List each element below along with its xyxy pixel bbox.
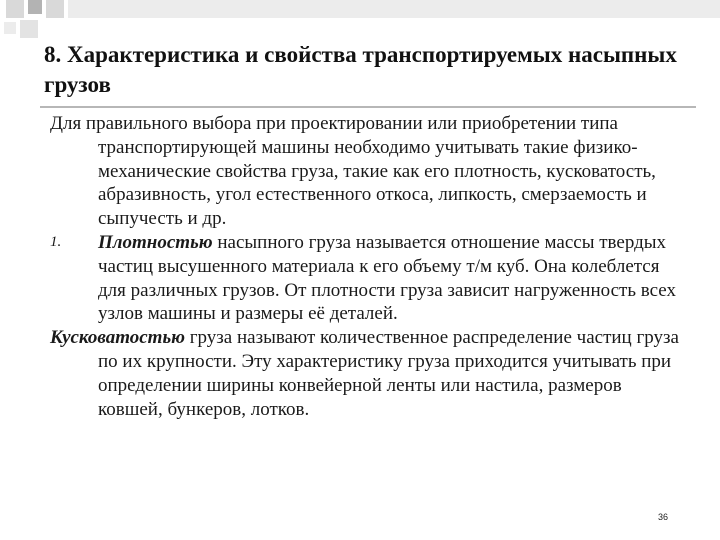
header-decoration <box>0 0 720 40</box>
title-divider <box>40 106 696 108</box>
slide-title: 8. Характеристика и свойства транспортируемых насыпных грузов <box>44 42 677 97</box>
list-item <box>50 231 690 326</box>
decor-square <box>6 0 24 18</box>
decor-square <box>20 20 38 38</box>
decor-bar <box>68 0 720 18</box>
page-number: 36 <box>658 512 669 522</box>
term-lumpiness: Кусковатостью <box>50 327 185 349</box>
lumpiness-paragraph <box>50 326 690 421</box>
slide-body <box>50 112 690 421</box>
decor-square <box>28 0 42 14</box>
list-marker: 1. <box>50 233 62 250</box>
intro-paragraph: Для правильного выбора при проектировании или приобретении типа транспортирующей машины необходимо учитывать такие физико-механические свойства груза, такие как его плотность, кусковатость, абразивность, угол естественного откоса, липкость, смерзаемость и сыпучесть и др. <box>50 113 656 230</box>
decor-square <box>4 22 16 34</box>
decor-square <box>46 0 64 18</box>
density-definition: насыпного груза называется отношение массы твердых частиц высушенного материала к его объему т/м куб. Она колеблется для различных грузов. От плотности груза зависит нагруженность всех узлов машины и размеры её деталей. <box>98 231 676 325</box>
term-density: Плотностью <box>98 231 213 253</box>
lumpiness-definition: груза называют количественное распределение частиц груза по их крупности. Эту характеристику груза приходится учитывать при определении ширины конвейерной ленты или настила, размеров ковшей, бункеров, лотков. <box>98 327 679 420</box>
